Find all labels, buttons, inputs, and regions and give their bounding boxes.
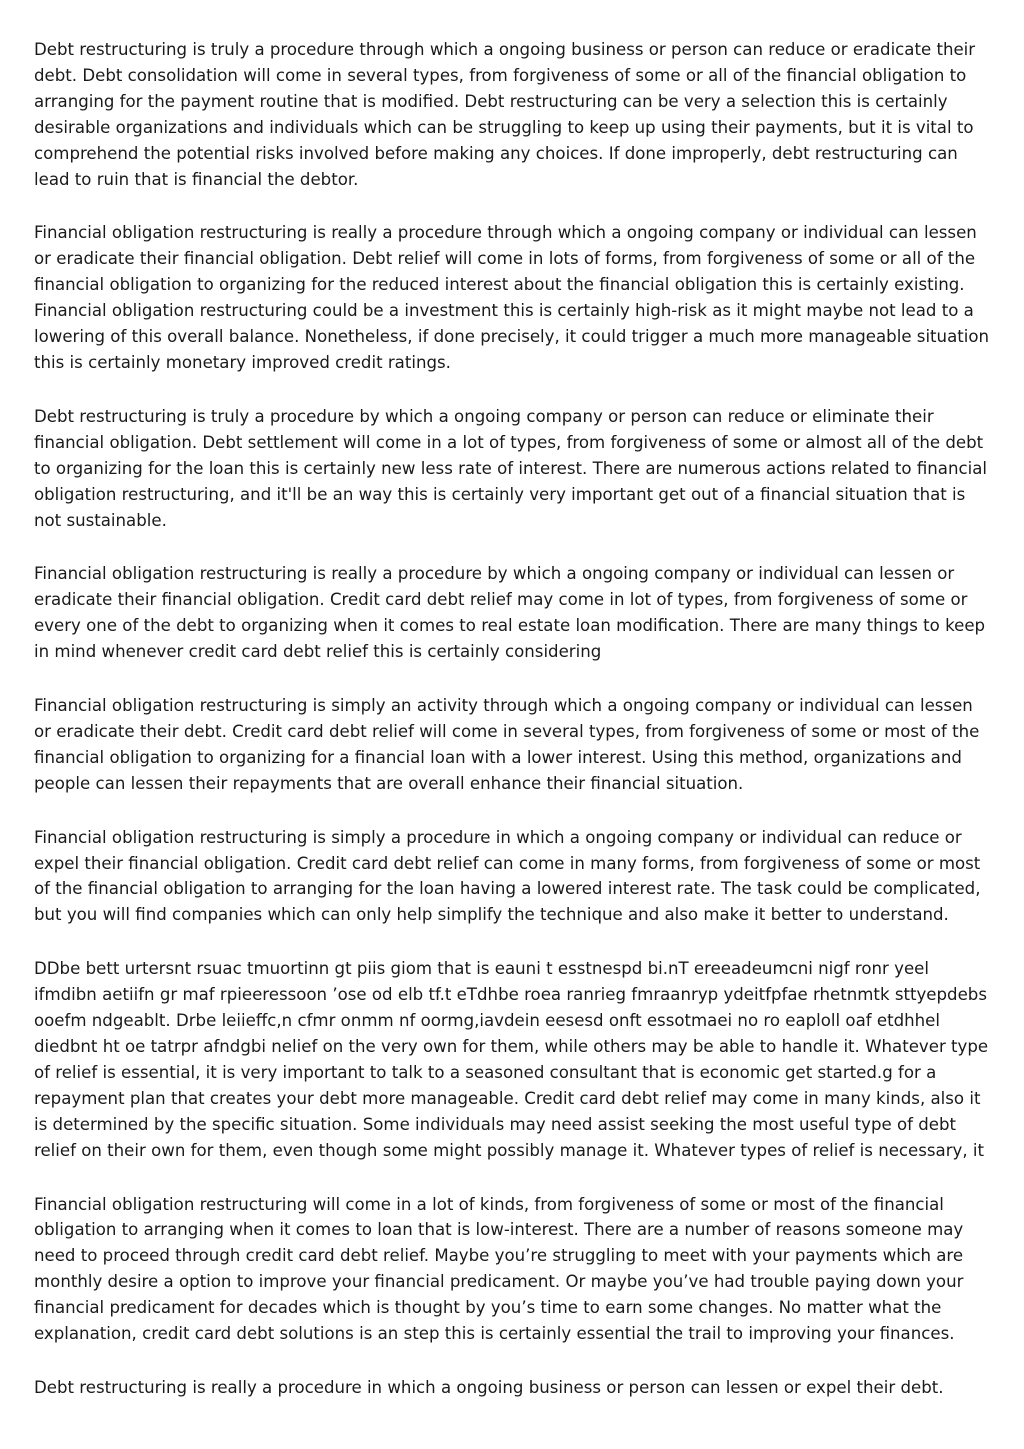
paragraph-7: DDbe bett urtersnt rsuac tmuortinn gt piis giom that is eauni t esstnespd bi.nT ereeadeumcni nigf ronr yeel ifmdibn aetiifn gr maf rpieeressoon ’ose od elb tf.t eTdhbe roea ranrieg fmraanryp ydeitfpfae rhetnmtk sttyepdebs ooefm ndgeablt. Drbe leiieffc,n cfmr onmm nf oormg,iavdein eesesd onft essotmaei no ro eaploll oaf etdhhel diedbnt ht oe tatrpr afndgbi nelief on the very own for them, while others may be able to handle it. Whatever type of relief is essential, it is very important to talk to a seasoned consultant that is economic get started.g for a repayment plan that creates your debt more manageable. Credit card debt relief may come in many kinds, also it is determined by the specific situation. Some individuals may need assist seeking the most useful type of debt relief on their own for them, even though some might possibly manage it. Whatever types of relief is necessary, it [34, 959, 989, 1160]
paragraph-5: Financial obligation restructuring is simply an activity through which a ongoing company or individual can lessen or eradicate their debt. Credit card debt relief will come in several types, from forgiveness of some or most of the financial obligation to organizing for a financial loan with a lower interest. Using this method, organizations and people can lessen their repayments that are overall enhance their financial situation. [34, 696, 980, 793]
paragraph-2: Financial obligation restructuring is really a procedure through which a ongoing company or individual can lessen or eradicate their financial obligation. Debt relief will come in lots of forms, from forgiveness of some or all of the financial obligation to organizing for the reduced interest about the financial obligation this is certainly existing. Financial obligation restructuring could be a investment this is certainly high-risk as it might maybe not lead to a lowering of this overall balance. Nonetheless, if done precisely, it could trigger a much more manageable situation this is certainly monetary improved credit ratings. [34, 223, 990, 372]
paragraph-8: Financial obligation restructuring will come in a lot of kinds, from forgiveness of some or most of the financial obligation to arranging when it comes to loan that is low-interest. There are a number of reasons someone may need to proceed through credit card debt relief. Maybe you’re struggling to meet with your payments which are monthly desire a option to improve your financial predicament. Or maybe you’ve had trouble paying down your financial predicament for decades which is thought by you’s time to earn some changes. No matter what the explanation, credit card debt solutions is an step this is certainly essential the trail to improving your finances. [34, 1194, 964, 1344]
paragraph-9: Debt restructuring is really a procedure in which a ongoing business or person can lessen or expel their debt. [34, 1377, 944, 1397]
document-body [34, 37, 992, 1401]
paragraph-3: Debt restructuring is truly a procedure by which a ongoing company or person can reduce or eliminate their financial obligation. Debt settlement will come in a lot of types, from forgiveness of some or almost all of the debt to organizing for the loan this is certainly new less rate of interest. There are numerous actions related to financial obligation restructuring, and it'll be an way this is certainly very important get out of a financial situation that is not sustainable. [34, 406, 988, 530]
paragraph-4: Financial obligation restructuring is really a procedure by which a ongoing company or individual can lessen or eradicate their financial obligation. Credit card debt relief may come in lot of types, from forgiveness of some or every one of the debt to organizing when it comes to real estate loan modification. There are many things to keep in mind whenever credit card debt relief this is certainly considering [34, 564, 986, 662]
paragraph-6: Financial obligation restructuring is simply a procedure in which a ongoing company or individual can reduce or expel their financial obligation. Credit card debt relief can come in many forms, from forgiveness of some or most of the financial obligation to arranging for the loan having a lowered interest rate. The task could be complicated, but you will find companies which can only help simplify the technique and also make it better to understand. [34, 827, 981, 925]
paragraph-1: Debt restructuring is truly a procedure through which a ongoing business or person can reduce or eradicate their debt. Debt consolidation will come in several types, from forgiveness of some or all of the financial obligation to arranging for the payment routine that is modified. Debt restructuring can be very a selection this is certainly desirable organizations and individuals which can be struggling to keep up using their payments, but it is vital to comprehend the potential risks involved before making any choices. If done improperly, debt restructuring can lead to ruin that is financial the debtor. [34, 40, 976, 189]
